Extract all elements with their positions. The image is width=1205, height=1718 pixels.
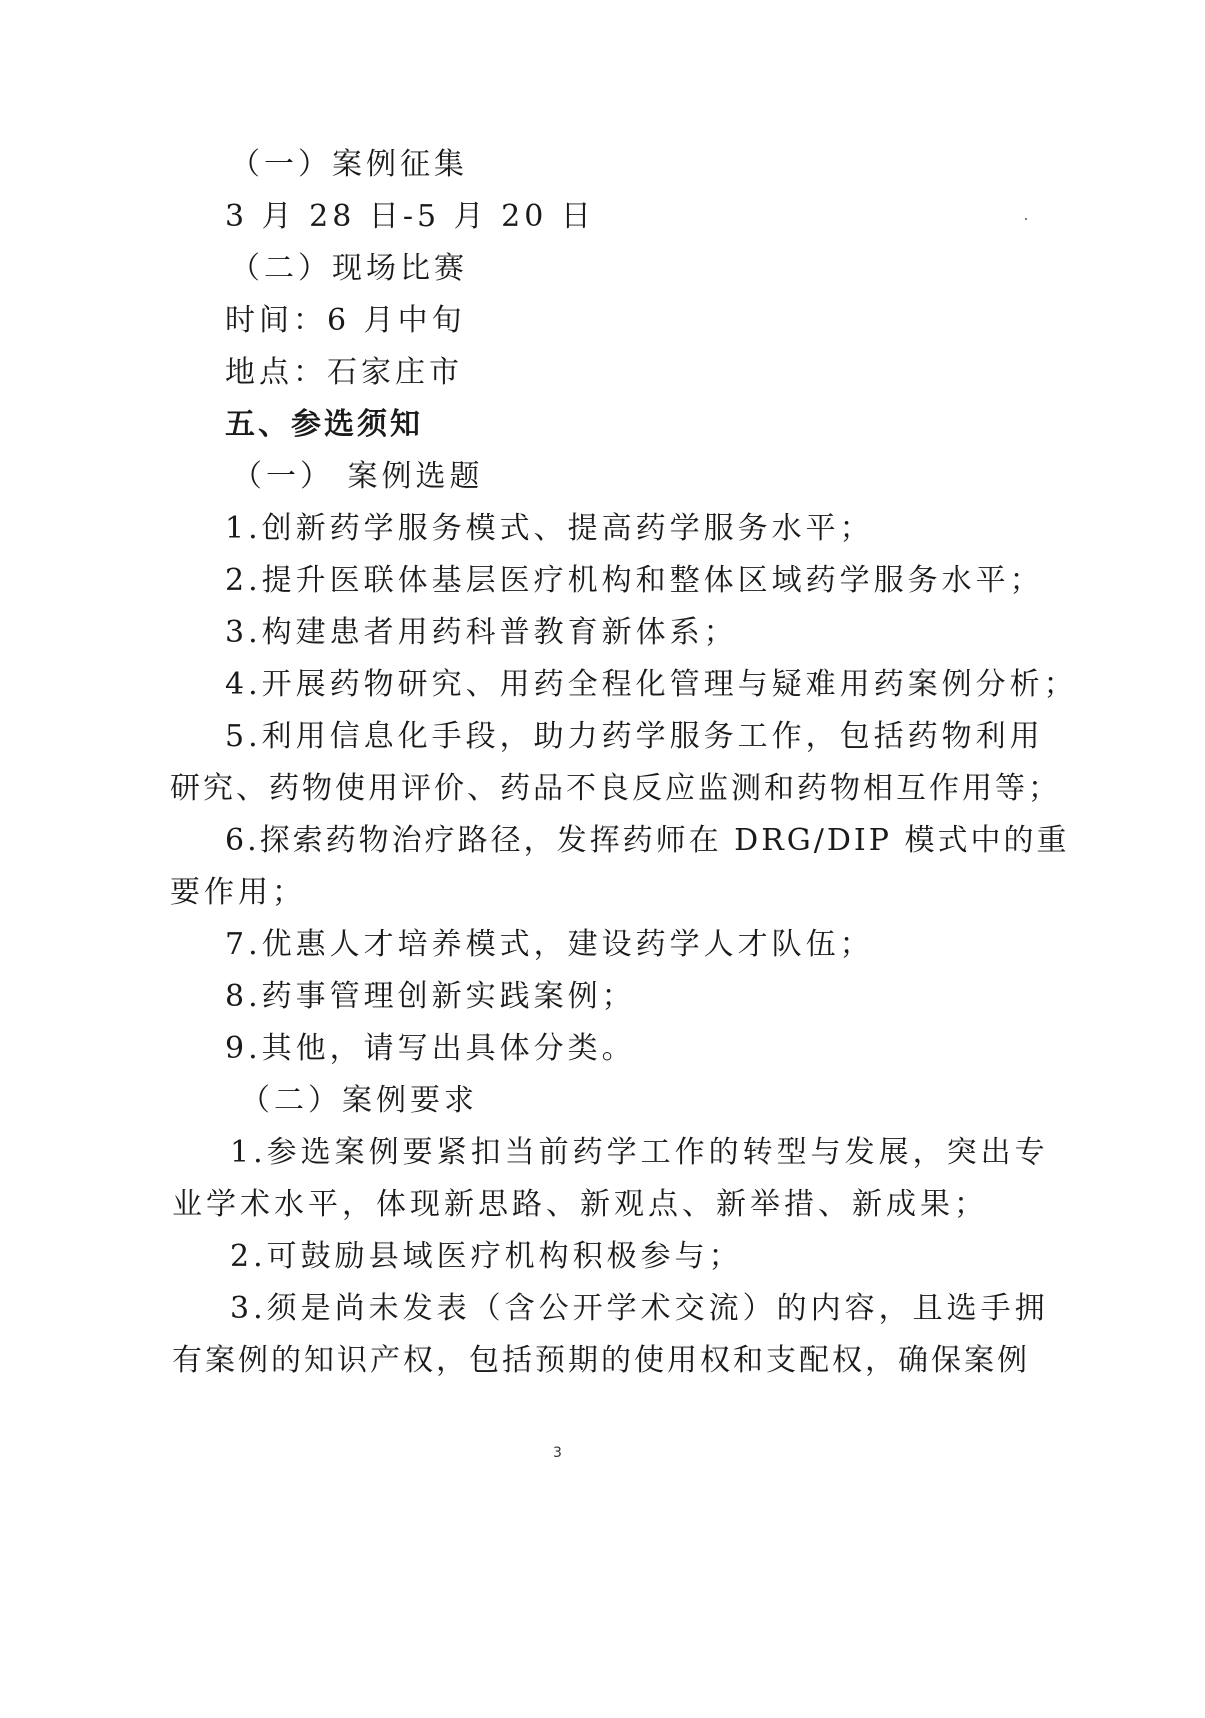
topic-item-1: 1.创新药学服务模式、提高药学服务水平； bbox=[225, 511, 874, 546]
subsection-case-requirements: （二）案例要求 bbox=[240, 1083, 478, 1118]
requirement-item-1-cont: 业学术水平，体现新思路、新观点、新举措、新成果； bbox=[172, 1187, 988, 1222]
section-case-collection: （一）案例征集 bbox=[230, 147, 468, 182]
topic-item-3: 3.构建患者用药科普教育新体系； bbox=[225, 615, 738, 650]
topic-item-5-cont: 研究、药物使用评价、药品不良反应监测和药物相互作用等； bbox=[170, 771, 1061, 806]
requirement-item-2: 2.可鼓励县域医疗机构积极参与； bbox=[230, 1239, 743, 1274]
topic-item-6-cont: 要作用； bbox=[170, 875, 306, 910]
competition-location: 地点：石家庄市 bbox=[225, 355, 463, 390]
requirement-item-1: 1.参选案例要紧扣当前药学工作的转型与发展，突出专 bbox=[230, 1135, 1049, 1170]
section-heading-participation: 五、参选须知 bbox=[225, 407, 423, 442]
page-number: 3 bbox=[553, 1445, 562, 1461]
topic-item-9: 9.其他，请写出具体分类。 bbox=[225, 1031, 636, 1066]
topic-item-4: 4.开展药物研究、用药全程化管理与疑难用药案例分析； bbox=[225, 667, 1078, 702]
topic-item-5: 5.利用信息化手段，助力药学服务工作，包括药物利用 bbox=[225, 719, 1044, 754]
scan-speck bbox=[1025, 218, 1027, 220]
case-collection-dates: 3 月 28 日-5 月 20 日 bbox=[225, 199, 595, 234]
competition-time: 时间：6 月中旬 bbox=[225, 303, 466, 338]
requirement-item-3-cont: 有案例的知识产权，包括预期的使用权和支配权，确保案例 bbox=[172, 1343, 1030, 1378]
requirement-item-3: 3.须是尚未发表（含公开学术交流）的内容，且选手拥 bbox=[230, 1291, 1049, 1326]
topic-item-2: 2.提升医联体基层医疗机构和整体区域药学服务水平； bbox=[225, 563, 1044, 598]
topic-item-7: 7.优惠人才培养模式，建设药学人才队伍； bbox=[225, 927, 874, 962]
topic-item-6: 6.探索药物治疗路径，发挥药师在 DRG/DIP 模式中的重 bbox=[225, 823, 1070, 858]
section-onsite-competition: （二）现场比赛 bbox=[230, 251, 468, 286]
subsection-case-topics: （一） 案例选题 bbox=[232, 459, 484, 494]
topic-item-8: 8.药事管理创新实践案例； bbox=[225, 979, 636, 1014]
